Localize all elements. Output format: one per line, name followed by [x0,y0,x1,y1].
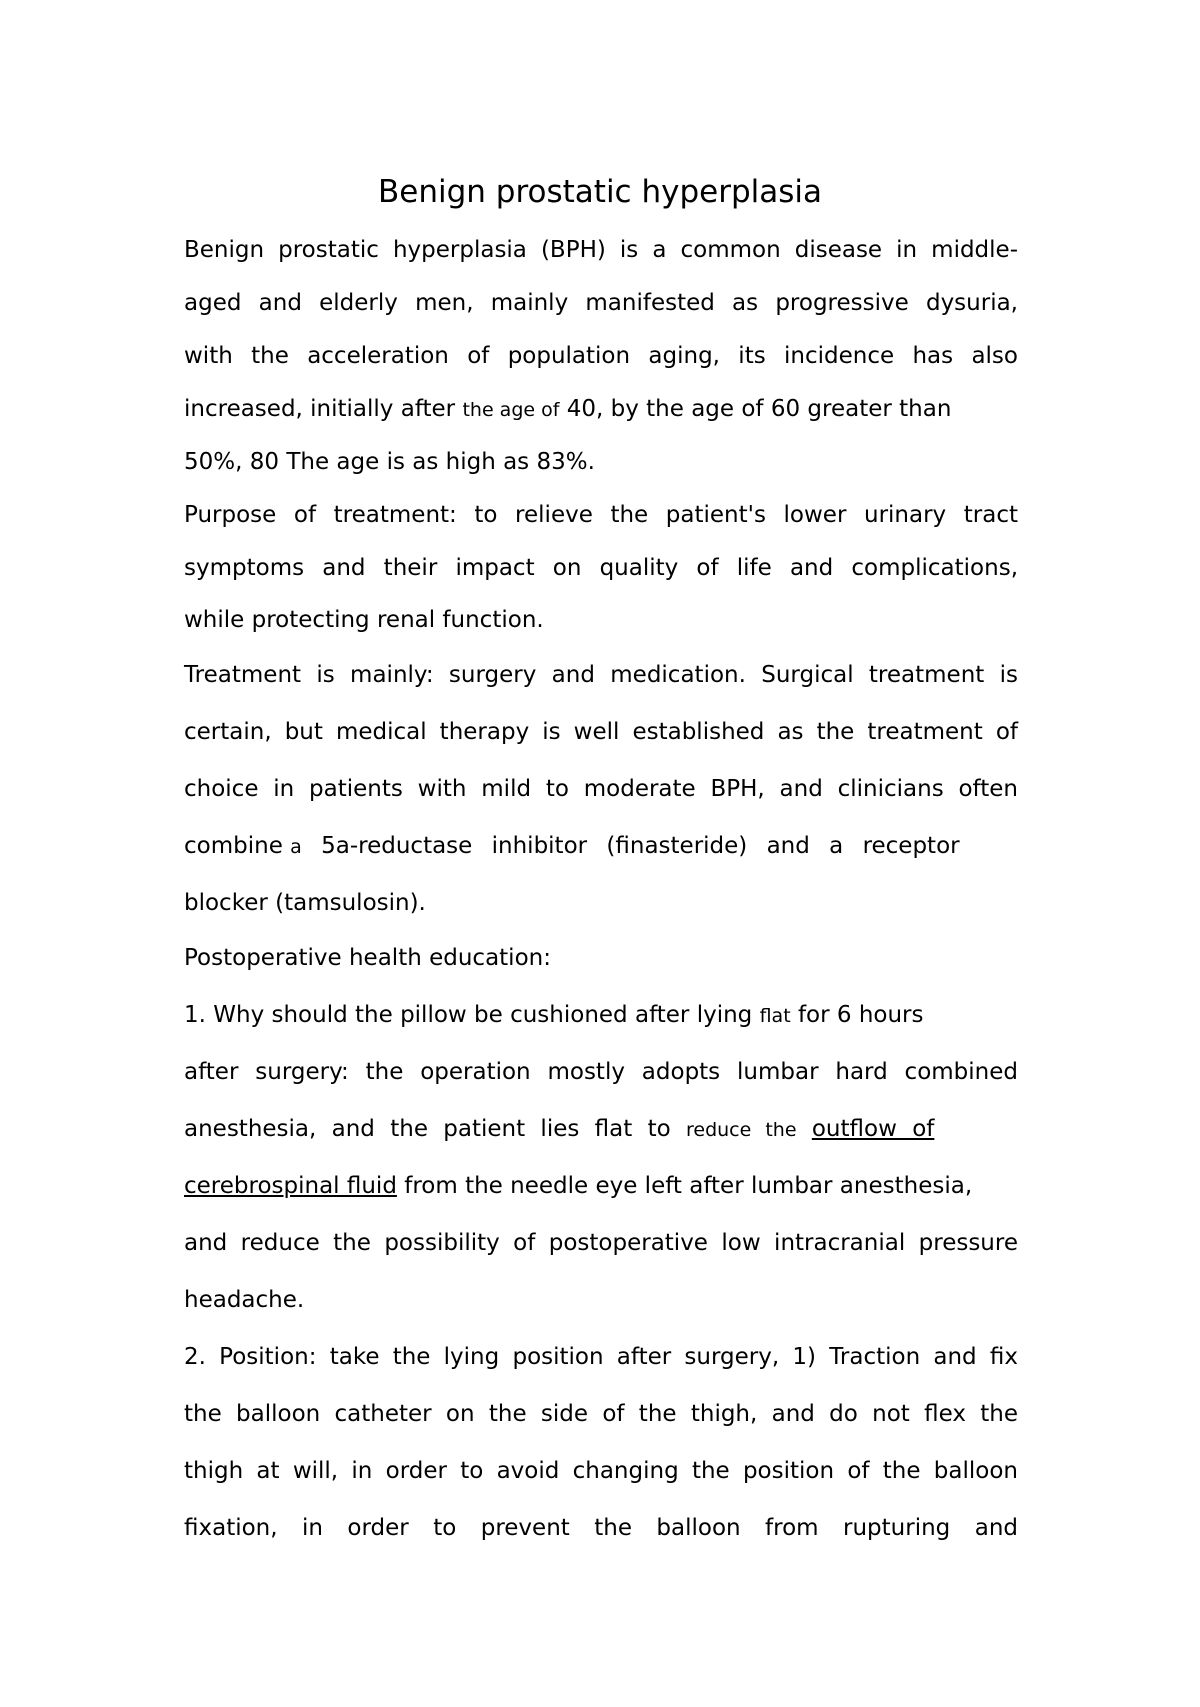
text-line: blocker (tamsulosin). [184,890,426,916]
text-line: Benign prostatic hyperplasia (BPH) is a common disease in middle- [184,237,1018,263]
text-line: fixation, in order to prevent the balloon from rupturing and [184,1515,1018,1541]
text-line: after surgery: the operation mostly adopts lumbar hard combined [184,1059,1018,1085]
text-line: aged and elderly men, mainly manifested as progressive dysuria, [184,290,1018,316]
text-line: 1. Why should the pillow be cushioned after lying flat for 6 hours [184,1002,924,1028]
text-line: Purpose of treatment: to relieve the patient's lower urinary tract [184,502,1018,528]
underlined-text: outflow of [811,1116,935,1142]
text-line: certain, but medical therapy is well established as the treatment of [184,719,1018,745]
text-line: anesthesia, and the patient lies flat to reduce the outflow of [184,1116,935,1142]
text-line: increased, initially after the age of 40, by the age of 60 greater than [184,396,952,422]
document-title: Benign prostatic hyperplasia [378,174,822,210]
text-line: symptoms and their impact on quality of life and complications, [184,555,1018,581]
text-line: choice in patients with mild to moderate BPH, and clinicians often [184,776,1018,802]
underlined-text: cerebrospinal fluid [184,1173,397,1199]
text-line: combine a 5a-reductase inhibitor (finasteride) and a receptor [184,833,960,859]
text-line: cerebrospinal fluid from the needle eye left after lumbar anesthesia, [184,1173,973,1199]
text-line: 2. Position: take the lying position after surgery, 1) Traction and fix [184,1344,1018,1370]
section-heading: Postoperative health education: [184,945,551,971]
text-line: 50%, 80 The age is as high as 83%. [184,449,595,475]
text-line: the balloon catheter on the side of the thigh, and do not flex the [184,1401,1018,1427]
text-line: Treatment is mainly: surgery and medication. Surgical treatment is [184,662,1018,688]
text-line: while protecting renal function. [184,607,544,633]
text-line: headache. [184,1287,305,1313]
text-line: and reduce the possibility of postoperative low intracranial pressure [184,1230,1018,1256]
text-line: with the acceleration of population aging, its incidence has also [184,343,1018,369]
text-line: thigh at will, in order to avoid changing the position of the balloon [184,1458,1018,1484]
